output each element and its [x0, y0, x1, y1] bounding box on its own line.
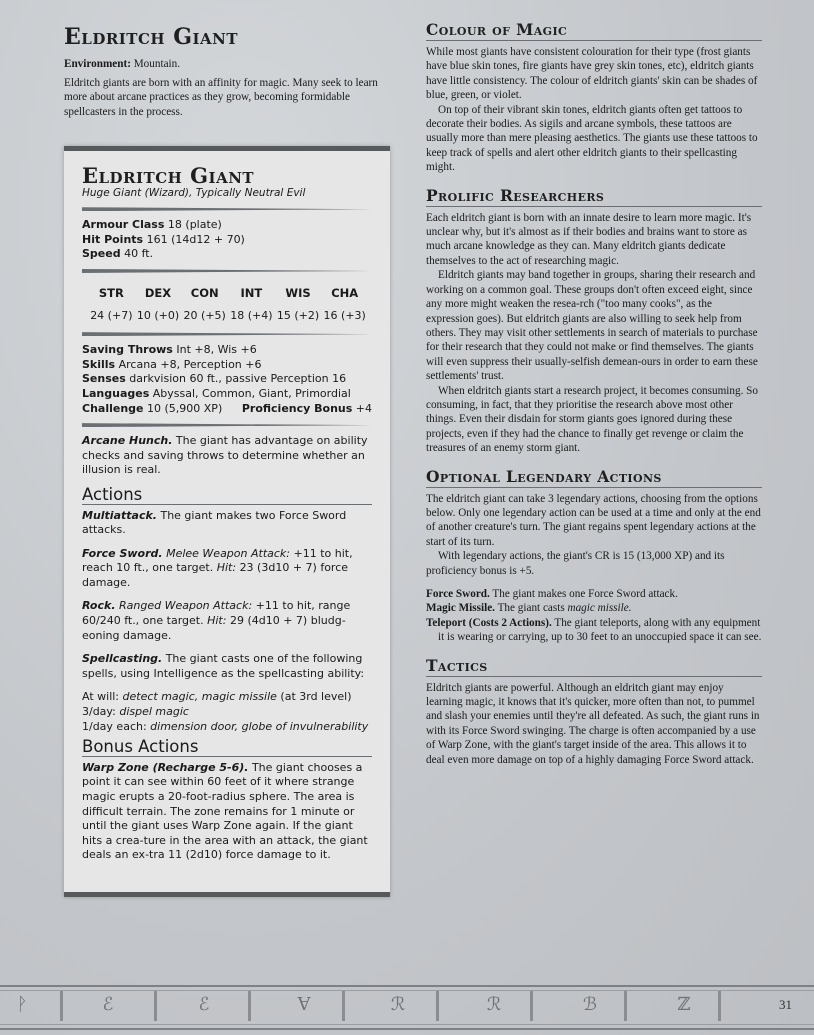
hit-points-row [82, 233, 372, 248]
rune-glyph-icon: ℰ [102, 994, 114, 1015]
legendary-action-name: Magic Missile. [426, 602, 495, 615]
languages-label: Languages [82, 386, 150, 400]
action-text: The giant chooses a point it can see within 60 feet of it where strange magic erupts a 20-foot-radius sphere. The area is difficult terrain. The zone remains for 1 minute or until the giant uses Warp Zone again. If the giant hits a crea-ture in the area with an attack, the giant deals an ex-tra 11 (2d10) force damage to it. [82, 760, 368, 862]
paragraph: When eldritch giants start a research project, it becomes consuming. So consuming, in fact, that they prioritise the research above most other things. Even their disdain for storm giants goes ignored during these projects, even if they had the chance to finally get revenge or claim the treasures of an enemy storm giant. [426, 384, 758, 455]
paragraph: While most giants have consistent colouration for their type (frost giants have blue skin tones, fire giants have grey skin tones, etc), eldritch giants have little consistency. The colour of eldritch giants' skin can be shades of blue, green, or violet. [426, 46, 758, 102]
spell-note: (at 3rd level) [280, 690, 352, 704]
action-name: Force Sword. [82, 546, 163, 560]
ability-name: STR [98, 285, 124, 300]
action-text: +11 to hit, range 60/240 ft., one target. [82, 599, 351, 628]
rune-glyph-icon: ℤ [677, 994, 691, 1015]
armour-class-row [82, 218, 372, 233]
rune-glyph-icon: Ɐ [297, 994, 311, 1015]
section-heading-tactics: Tactics [426, 656, 762, 677]
environment-label: Environment: [64, 58, 131, 70]
right-column [426, 20, 762, 767]
rune-glyph-icon: ℰ [198, 994, 210, 1015]
intro-paragraph: Eldritch giants are born with an affinity for magic. Many seek to learn more about arcane practices as they grow, becoming formidable spellcasters in the process. [64, 77, 378, 118]
action-text: 29 (4d10 + 7) bludg-eoning damage. [82, 614, 346, 642]
section-heading-prolific-researchers: Prolific Researchers [426, 186, 762, 207]
legendary-action-force-sword [426, 587, 762, 601]
stat-block-name: Eldritch Giant [82, 163, 255, 188]
spell-list-1-day [82, 720, 372, 735]
senses-row [82, 372, 372, 387]
spell-frequency: 1/day each: [82, 719, 147, 733]
paragraph: Eldritch giants are powerful. Although an eldritch giant may enjoy learning magic, it knows that it's quicker, more often than not, to pummel and slash your enemies until they're all defeated. As such, the giant runs in with its Force Sword swinging. The charge is often accompanied by a use of Warp Zone, with the giant's target inside of the area. This allows it to deal even more damage on top of a highly damaging Force Sword attack. [426, 681, 760, 766]
legendary-action-name: Force Sword. [426, 588, 490, 600]
hit-points-label: Hit Points [82, 232, 144, 246]
spell-names: dimension door, globe of invulnerability [150, 719, 369, 733]
ability-value: 10 (+0) [136, 308, 180, 322]
armour-class-value: 18 (plate) [167, 218, 222, 232]
spell-list-3-day [82, 705, 372, 720]
spell-names: dispel magic [119, 705, 189, 719]
ability-name: WIS [285, 285, 311, 300]
legendary-action-magic-missile [426, 601, 762, 615]
divider [82, 269, 372, 273]
speed-row [82, 247, 372, 262]
actions-heading: Actions [82, 488, 372, 505]
action-text: +11 to hit, reach 10 ft., one target. [82, 546, 353, 575]
footer-separator [436, 991, 439, 1021]
ability-name: DEX [144, 285, 172, 300]
ability-headers [82, 280, 372, 301]
ability-scores [82, 280, 372, 325]
trait-arcane-hunch [82, 434, 372, 478]
saving-throws-label: Saving Throws [82, 343, 173, 357]
ability-name: CHA [331, 285, 359, 300]
paragraph: Eldritch giants may band together in groups, sharing their research and working on a common goal. These groups don't often exceed eight, since any more might weaken the resea-rch ("too many cooks", as the expression goes). But eldritch giants are also willing to seek help from others. They may visit other settlements in search of materials to purchase for their research that they could not make or find themselves. The giants will even suppress their usually-selfish demean-ours in order to earn these settlements' trust. [426, 269, 758, 383]
page-number: 31 [779, 997, 792, 1012]
environment-line [64, 58, 390, 70]
senses-label: Senses [82, 372, 126, 386]
footer-separator [60, 991, 63, 1021]
ability-value: 20 (+5) [183, 308, 226, 322]
proficiency [242, 402, 372, 417]
paragraph: With legendary actions, the giant's CR is 15 (13,000 XP) and its proficiency bonus is +5. [426, 550, 725, 577]
spell-name: magic missile. [567, 602, 632, 615]
senses-value: darkvision 60 ft., passive Perception 16 [129, 372, 347, 386]
challenge-value: 10 (5,900 XP) [147, 401, 223, 415]
challenge [82, 402, 222, 417]
action-name: Warp Zone (Recharge 5-6). [82, 760, 249, 774]
spell-list-at-will [82, 690, 372, 705]
section-heading-colour-of-magic: Colour of Magic [426, 20, 762, 41]
footer-separator [342, 991, 345, 1021]
skills-value: Arcana +8, Perception +6 [118, 357, 262, 371]
footer-separator [154, 991, 157, 1021]
proficiency-value: +4 [355, 401, 372, 415]
hit-label: Hit: [216, 561, 237, 575]
legendary-action-text: The giant teleports, along with any equipment it is wearing or carrying, up to 30 feet to an unoccupied space it can see. [438, 616, 762, 644]
attack-type: Ranged Weapon Attack: [119, 599, 253, 613]
languages-value: Abyssal, Common, Giant, Primordial [152, 386, 351, 400]
action-name: Rock. [82, 599, 116, 613]
paragraph: The eldritch giant can take 3 legendary actions, choosing from the options below. Only one legendary action can be used at a time and only at the end of another creature's turn. The giant regains spent legendary actions at the start of its turn. [426, 492, 761, 548]
footer-separator [624, 991, 627, 1021]
spell-frequency: 3/day: [82, 705, 116, 719]
spell-names: detect magic, magic missile [122, 690, 277, 704]
saving-throws-value: Int +8, Wis +6 [176, 343, 257, 357]
skills-label: Skills [82, 357, 116, 371]
legendary-action-text: The giant makes one Force Sword attack. [492, 588, 678, 600]
divider [82, 207, 372, 211]
bonus-actions-heading: Bonus Actions [82, 740, 372, 757]
bonus-action-warp-zone [82, 761, 372, 863]
spell-frequency: At will: [82, 690, 120, 704]
hit-points-value: 161 (14d12 + 70) [146, 232, 245, 246]
challenge-label: Challenge [82, 401, 144, 415]
legendary-action-text: The giant casts [497, 602, 565, 615]
section-heading-optional-legendary-actions: Optional Legendary Actions [426, 467, 762, 488]
languages-row [82, 387, 372, 402]
legendary-action-name: Teleport (Costs 2 Actions). [426, 616, 552, 629]
action-text: 23 (3d10 + 7) force damage. [82, 561, 349, 589]
challenge-row [82, 402, 372, 417]
speed-value: 40 ft. [124, 247, 154, 261]
saving-throws-row [82, 343, 372, 358]
footer-separator [530, 991, 533, 1021]
left-column [64, 24, 390, 119]
hit-label: Hit: [207, 614, 227, 628]
footer-separator [718, 991, 721, 1021]
divider [82, 332, 372, 336]
rune-glyph-icon: ᚹ [16, 994, 28, 1015]
ability-name: INT [240, 285, 263, 300]
ability-value: 16 (+3) [323, 308, 366, 322]
attack-type: Melee Weapon Attack: [166, 546, 291, 560]
paragraph: On top of their vibrant skin tones, eldritch giants often get tattoos to decorate their bodies. As sigils and arcane symbols, these tattoos are usually more than mere pleasing aesthetics. The giants use these tattoos to keep track of spells and alert other eldritch giants to their spellcasting might. [426, 103, 758, 174]
action-text: The giant makes two Force Sword attacks. [82, 508, 347, 537]
trait-text: The giant has advantage on ability checks and saving throws to determine whether an illusion is real. [82, 434, 368, 477]
action-rock [82, 599, 372, 643]
rune-glyph-icon: ℬ [582, 994, 598, 1015]
rune-glyph-icon: ℛ [486, 994, 502, 1015]
ability-values [82, 301, 372, 324]
action-name: Spellcasting. [82, 652, 163, 666]
page-footer [0, 985, 814, 1030]
proficiency-label: Proficiency Bonus [241, 401, 353, 415]
ability-value: 24 (+7) [90, 308, 133, 322]
skills-row [82, 358, 372, 373]
stat-block [64, 146, 390, 897]
ability-value: 15 (+2) [276, 308, 320, 322]
action-force-sword [82, 547, 372, 591]
action-name: Multiattack. [82, 508, 157, 522]
action-spellcasting [82, 652, 372, 681]
divider [82, 423, 372, 427]
page-title: Eldritch Giant [64, 24, 239, 50]
action-text: The giant casts one of the following spells, using Intelligence as the spellcasting ability: [82, 652, 365, 680]
action-multiattack [82, 509, 372, 538]
footer-separator [248, 991, 251, 1021]
ability-name: CON [190, 285, 219, 300]
rune-glyph-icon: ℛ [390, 994, 406, 1015]
environment-value: Mountain. [133, 58, 181, 70]
trait-name: Arcane Hunch. [82, 434, 173, 448]
paragraph: Each eldritch giant is born with an innate desire to learn more magic. It's unclear why, but it's almost as if their bodies and brains want to store as much arcane knowledge as they can. Many eldritch giants dedicate themselves to the act of researching magic. [426, 211, 752, 267]
ability-value: 18 (+4) [230, 308, 273, 322]
legendary-action-teleport [426, 616, 762, 645]
speed-label: Speed [82, 247, 121, 261]
armour-class-label: Armour Class [82, 218, 165, 232]
stat-block-subtitle: Huge Giant (Wizard), Typically Neutral Evil [82, 186, 306, 199]
